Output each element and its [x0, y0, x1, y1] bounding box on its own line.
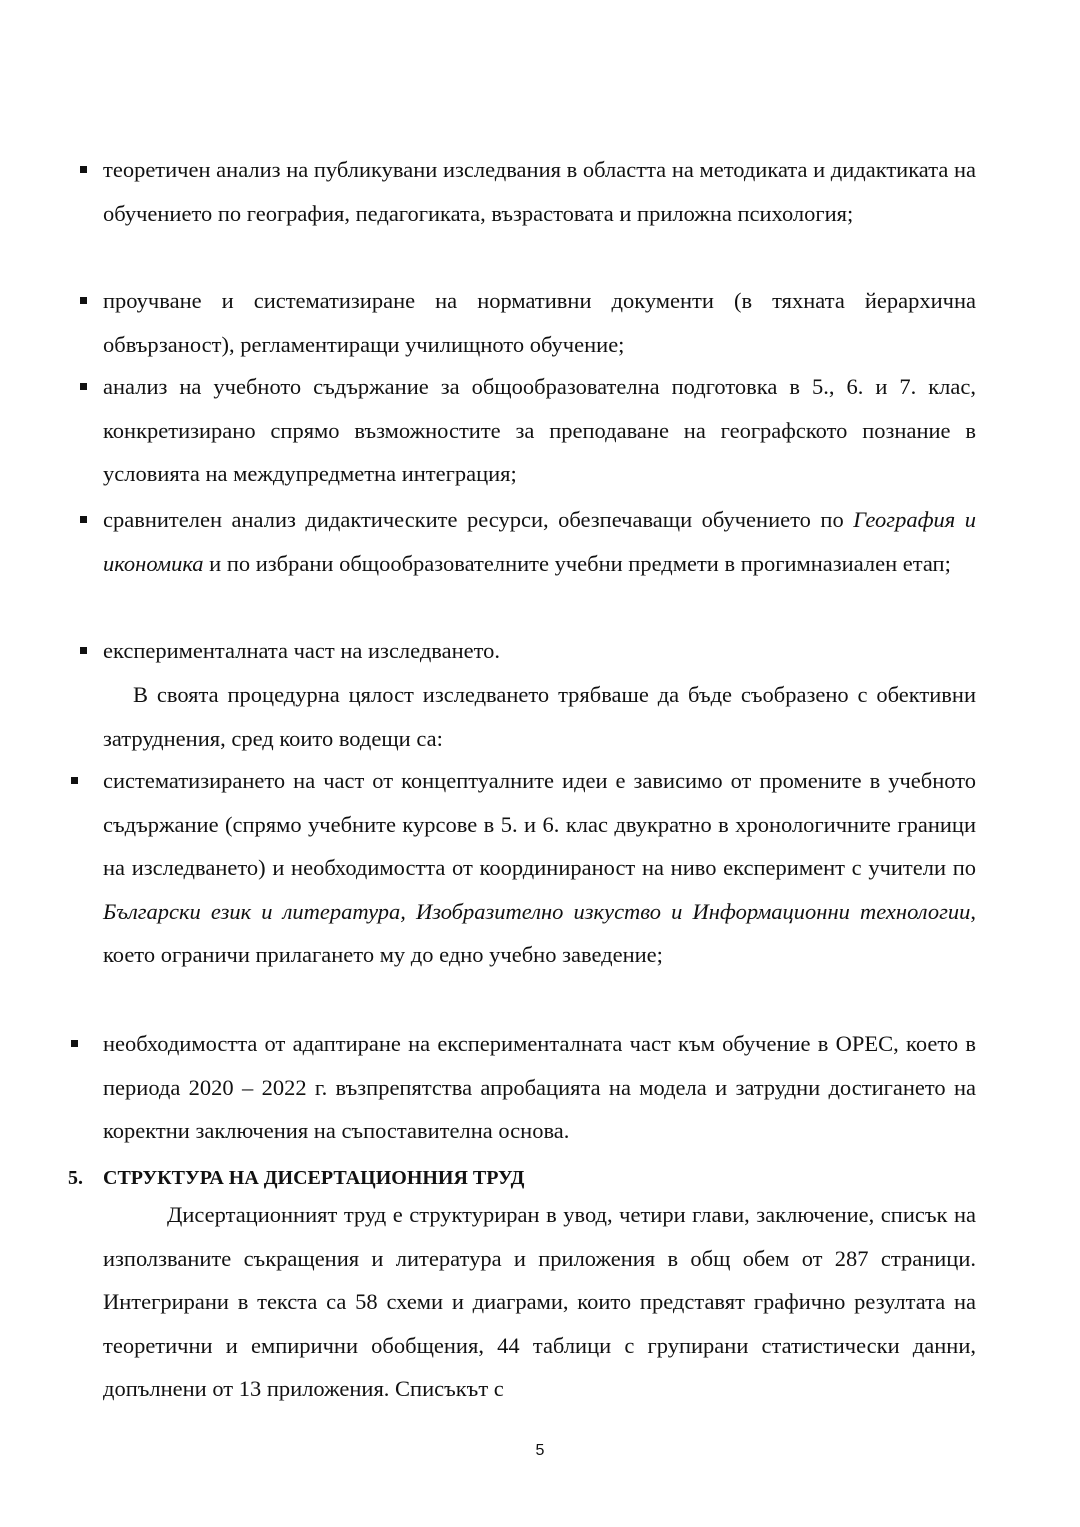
- bullet-square-icon: [80, 297, 87, 304]
- bullet-text: и по избрани общообразователните учебни предмети в прогимназиален етап;: [203, 550, 951, 576]
- bullet-text: необходимостта от адаптиране на експерименталната част към обучение в ОРЕС, което в периода 2020 – 2022 г. възпрепятства апробацията на модела и затрудни достигането на коректни заключения на съпоставителна основа.: [103, 1031, 976, 1143]
- list-item: [103, 279, 976, 366]
- bullet-text: , което ограничи прилагането му до едно учебно заведение;: [103, 898, 976, 967]
- bullet-square-icon: [80, 383, 87, 390]
- bullet-text: теоретичен анализ на публикувани изследвания в областта на методиката и дидактиката на обучението по география, педагогиката, възрастовата и приложна психология;: [103, 157, 976, 226]
- structure-paragraph: [103, 1193, 976, 1411]
- list-item: [103, 1022, 976, 1153]
- list-item: [103, 629, 976, 673]
- bullet-square-icon: [71, 1040, 78, 1047]
- list-item: [103, 498, 976, 585]
- bullet-text: проучване и систематизиране на нормативни документи (в тяхната йерархична обвързаност), регламентиращи училищното обучение;: [103, 288, 976, 357]
- section-title: СТРУКТУРА НА ДИСЕРТАЦИОННИЯ ТРУД: [103, 1167, 525, 1189]
- bullet-square-icon: [71, 777, 78, 784]
- list-item: [103, 759, 976, 977]
- bullet-text: експерименталната част на изследването.: [103, 638, 501, 663]
- bullet-text: систематизирането на част от концептуалните идеи е зависимо от промените в учебното съдържание (спрямо учебните курсове в 5. и 6. клас двукратно в хронологичните граници на изследването) и необходимостта от координираност на ниво експеримент с учители по: [103, 768, 976, 880]
- bullet-square-icon: [80, 516, 87, 523]
- section-number: 5.: [68, 1167, 83, 1189]
- paragraph-text: В своята процедурна цялост изследването трябваше да бъде съобразено с обективни затруднения, сред които водещи са:: [103, 682, 976, 751]
- list-item: [103, 148, 976, 235]
- bullet-text: анализ на учебното съдържание за общообразователна подготовка в 5., 6. и 7. клас, конкретизирано спрямо възможностите за преподаване на географското познание в условията на междупредметна интеграция;: [103, 374, 976, 486]
- page-number: 5: [535, 1442, 545, 1459]
- subject-italic: География и икономика: [103, 507, 977, 576]
- bullet-square-icon: [80, 166, 87, 173]
- bullet-square-icon: [80, 647, 87, 654]
- list-item: [103, 365, 976, 496]
- subjects-italic: Български език и литература, Изобразително изкуство и Информационни технологии: [103, 898, 971, 924]
- bullet-text: сравнителен анализ дидактическите ресурси, обезпечаващи обучението по: [103, 507, 854, 532]
- paragraph-text: Дисертационният труд е структуриран в увод, четири глави, заключение, списък на използваните съкращения и литература и приложения в общ обем от 287 страници. Интегрирани в текста са 58 схеми и диаграми, които представят графично резултата на теоретични и емпирични обобщения, 44 таблици с групирани статистически данни, допълнени от 13 приложения. Списъкът с: [103, 1202, 976, 1401]
- intro-paragraph: [103, 673, 976, 760]
